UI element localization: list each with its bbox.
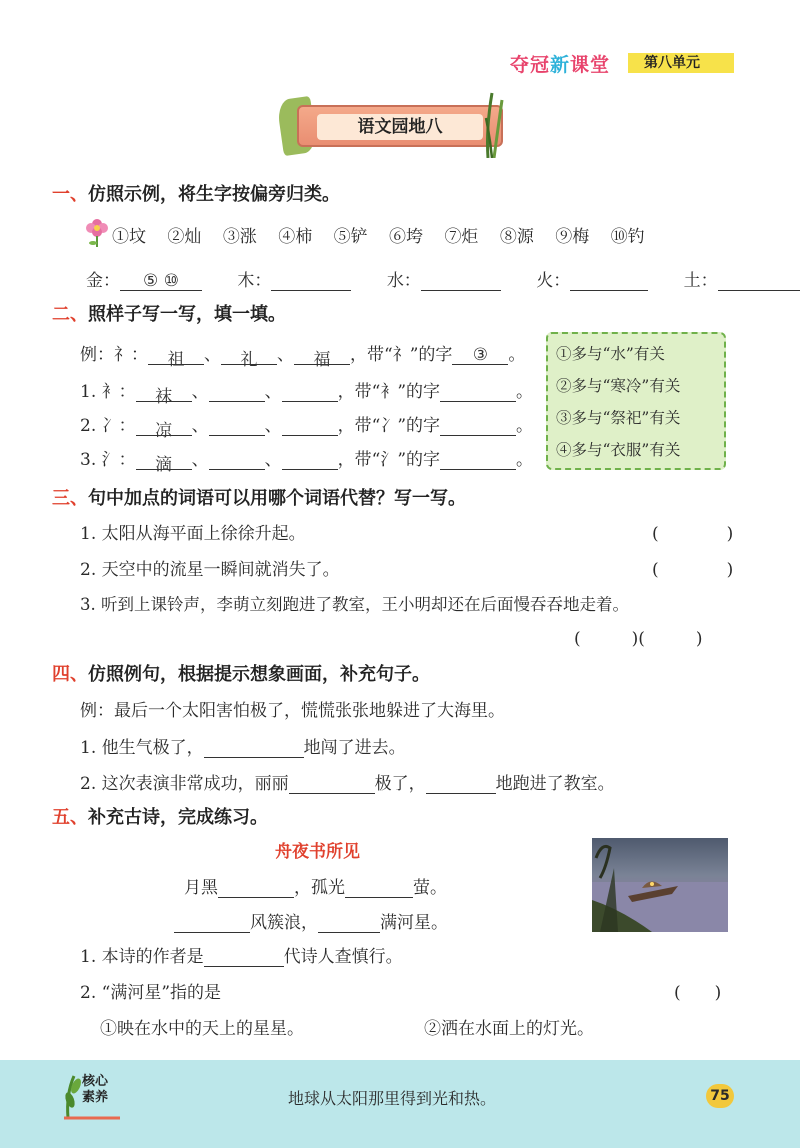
key-item: ④多与“衣服”有关 [556,441,681,459]
row-mid: ，带“冫”的字 [337,416,441,436]
question-4-2-part-a: 2. 这次表演非常成功，丽丽 [80,774,289,794]
example-end: 。 [508,345,526,365]
core-label-1: 核心 [82,1074,109,1089]
question-4-2-part-c: 地跑进了教室。 [495,774,615,794]
row-word-1: 滴 [136,450,192,470]
radical-key-box [546,332,726,470]
example-prefix: 例：礻： [80,345,148,365]
option-2[interactable]: ②洒在水面上的灯光。 [424,1019,594,1039]
question-5-1-blank[interactable] [204,947,284,967]
key-item: ③多与“祭祀”有关 [556,409,681,427]
category-answer-metal[interactable]: ⑤ ⑩ [120,271,202,291]
poem-line-1-b: ，孤光 [294,878,345,898]
char-item: ②灿 [167,227,202,247]
core-literacy-label [82,1074,108,1106]
row-blank-2[interactable] [209,416,265,436]
boat-scene-icon [592,838,728,932]
row-end: 。 [516,382,534,402]
question-4-2-blank-2[interactable] [426,774,496,794]
poem-line-2-b: 满河星。 [380,913,448,933]
section-3-title [52,484,466,510]
separator: 、 [191,450,209,470]
category-label-water: 水： [386,271,421,291]
key-item: ②多与“寒冷”有关 [556,377,681,395]
poem-line-1-c: 萤。 [413,878,447,898]
section-2-text: 照样子写一写，填一填。 [88,304,286,325]
category-label-wood: 木： [237,271,272,291]
row-answer[interactable] [440,382,516,402]
question-5-1-part-b: 代诗人查慎行。 [283,947,403,967]
example-answer: ③ [452,345,508,365]
page-title: 语文园地八 [317,114,483,140]
poem-blank-4[interactable] [318,913,380,933]
brand-logo [510,50,610,77]
row-prefix: 3. 氵： [80,450,136,470]
poem-title: 舟夜书所见 [275,842,360,862]
section-2-number: 二、 [52,304,88,325]
row-answer[interactable] [440,450,516,470]
category-label-metal: 金： [86,271,120,291]
row-blank-3[interactable] [282,450,338,470]
char-item: ⑤铲 [333,227,368,247]
section-1-number: 一、 [52,184,88,205]
row-prefix: 2. 冫： [80,416,136,436]
char-item: ⑩钓 [610,227,645,247]
section-3-text: 句中加点的词语可以用哪个词语代替？写一写。 [88,488,466,509]
brand-part-c: 课堂 [570,54,611,76]
row-answer[interactable] [440,416,516,436]
separator: 、 [204,345,221,365]
question-4-2-part-b: 极了， [374,774,426,794]
poem-blank-2[interactable] [345,878,413,898]
answer-paren-3-3[interactable]: ( )( ) [574,629,703,649]
separator: 、 [264,382,282,402]
answer-paren-3-1[interactable]: ( ) [652,524,734,544]
row-end: 。 [516,416,534,436]
section-1-title [52,180,340,206]
poem-line-2-a: 风簇浪， [250,913,318,933]
row-mid: ，带“氵”的字 [337,450,441,470]
unit-tag: 第八单元 [628,53,734,73]
title-board [297,105,503,147]
row-blank-2[interactable] [209,450,265,470]
section-2-title [52,300,286,326]
separator: 、 [264,416,282,436]
poem-blank-3[interactable] [174,913,250,933]
example-word-1: 祖 [148,345,204,365]
char-item: ①坟 [112,227,146,247]
category-row [86,266,800,291]
row-blank-2[interactable] [209,382,265,402]
category-label-earth: 土： [683,271,718,291]
section-5-number: 五、 [52,807,88,828]
category-answer-fire[interactable] [570,271,648,291]
example-sentence: 例：最后一个太阳害怕极了，慌慌张张地躲进了大海里。 [80,701,505,721]
poem-line-2 [174,908,448,933]
row-mid: ，带“衤”的字 [337,382,441,402]
option-1[interactable]: ①映在水中的天上的星星。 [100,1019,304,1039]
char-item: ⑧源 [499,227,534,247]
question-4-1-part-b: 地闯了进去。 [303,738,406,758]
question-4-1 [80,733,406,758]
section-5-text: 补充古诗，完成练习。 [88,807,268,828]
char-item: ⑥垮 [389,227,424,247]
flower-icon [84,214,110,248]
section-1-text: 仿照示例，将生字按偏旁归类。 [88,184,340,205]
category-label-fire: 火： [536,271,571,291]
brand-part-b: 新 [550,54,571,76]
section-4-text: 仿照例句，根据提示想象画面，补充句子。 [88,664,430,685]
separator: 、 [191,416,209,436]
char-item: ⑦炬 [444,227,479,247]
char-item: ③涨 [222,227,257,247]
question-5-1-part-a: 1. 本诗的作者是 [80,947,204,967]
question-4-2-blank-1[interactable] [289,774,375,794]
night-boat-illustration [592,838,728,932]
separator: 、 [191,382,209,402]
brand-part-a: 夺冠 [510,54,551,76]
poem-blank-1[interactable] [218,878,294,898]
category-answer-water[interactable] [421,271,501,291]
row-word-1: 凉 [136,416,192,436]
example-row [80,340,526,370]
row-prefix: 1. 衤： [80,382,136,402]
section-3-number: 三、 [52,488,88,509]
char-item: ④柿 [278,227,313,247]
section-4-number: 四、 [52,664,88,685]
example-mid: ，带“礻”的字 [350,345,453,365]
row-blank-3[interactable] [282,382,338,402]
row-2 [80,411,534,441]
core-label-2: 素养 [82,1090,109,1105]
key-item: ①多与“水”有关 [556,345,665,363]
separator: 、 [264,450,282,470]
separator: 、 [277,345,294,365]
section-5-title [52,803,268,829]
row-1 [80,377,534,407]
question-4-1-blank[interactable] [204,738,304,758]
row-end: 。 [516,450,534,470]
footer-sentence: 地球从太阳那里得到光和热。 [288,1089,497,1108]
answer-paren-5-2[interactable]: ( ) [674,983,722,1003]
question-5-1 [80,942,403,967]
example-word-2: 礼 [221,345,277,365]
category-answer-wood[interactable] [271,271,351,291]
char-item: ⑨梅 [555,227,590,247]
section-4-title [52,660,430,686]
question-3-2: 2. 天空中的流星一瞬间就消失了。 [80,560,340,580]
page-number: 75 [706,1084,734,1108]
question-3-1: 1. 太阳从海平面上徐徐升起。 [80,524,306,544]
question-5-2: 2. “满河星”指的是 [80,983,222,1003]
row-word-1: 袜 [136,382,192,402]
example-word-3: 福 [294,345,350,365]
category-answer-earth[interactable] [718,271,800,291]
question-4-1-part-a: 1. 他生气极了， [80,738,204,758]
grass-decoration-icon [484,88,504,158]
answer-paren-3-2[interactable]: ( ) [652,560,734,580]
question-4-2 [80,769,615,794]
char-list [112,222,645,247]
row-3 [80,445,534,475]
row-blank-3[interactable] [282,416,338,436]
question-3-3: 3. 听到上课铃声，李萌立刻跑进了教室，王小明却还在后面慢吞吞地走着。 [80,595,629,614]
poem-line-1 [184,873,447,898]
poem-line-1-a: 月黑 [184,878,218,898]
